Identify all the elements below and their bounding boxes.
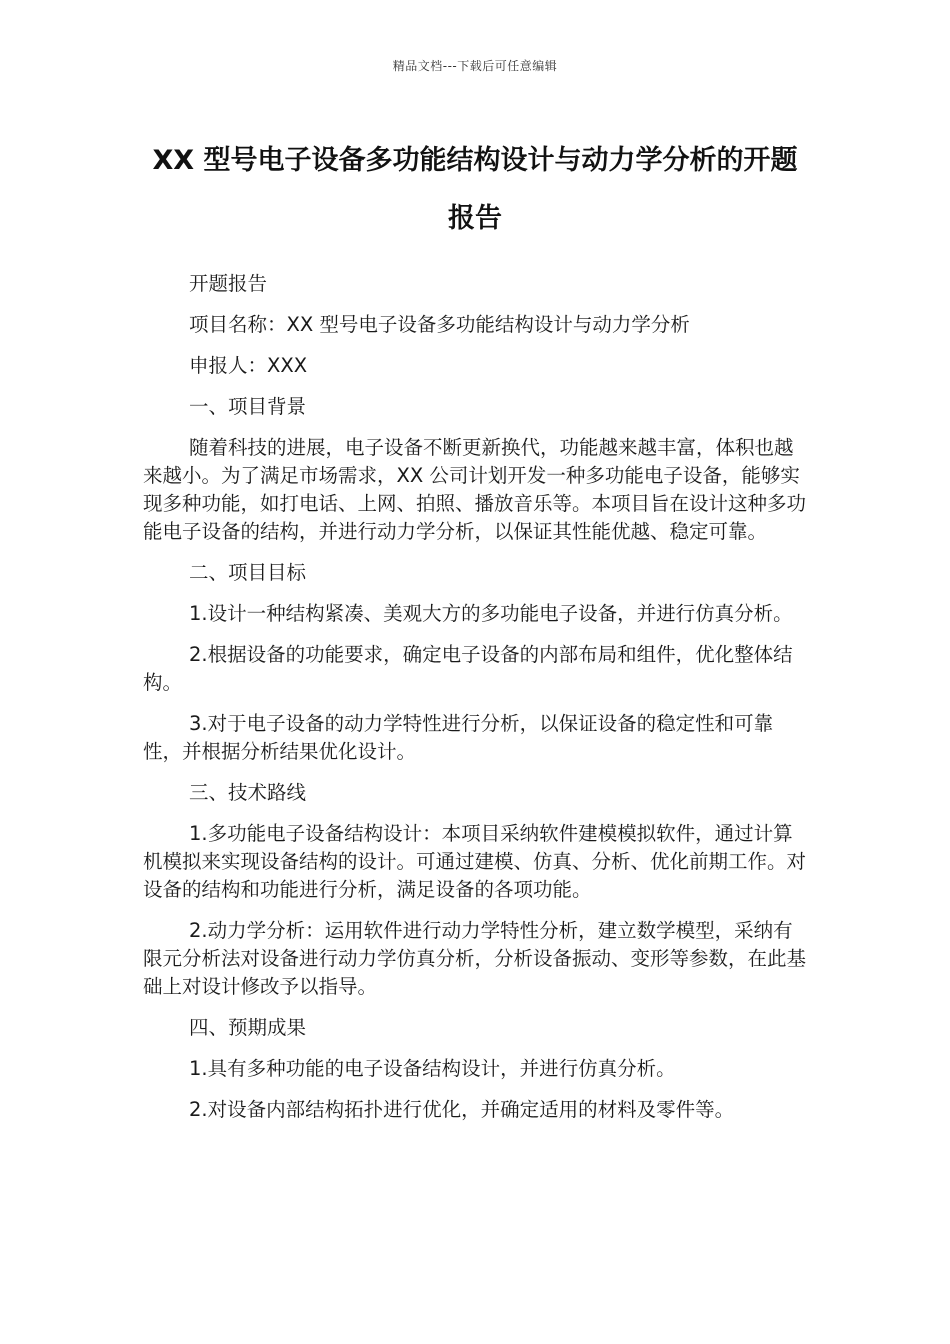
paragraph-result-2: 2.对设备内部结构拓扑进行优化，并确定适用的材料及零件等。 [189,1098,735,1121]
paragraph-result-1: 1.具有多种功能的电子设备结构设计，并进行仿真分析。 [189,1057,676,1080]
section-heading-expected-results: 四、预期成果 [189,1016,307,1039]
paragraph-goal-1: 1.设计一种结构紧凑、美观大方的多功能电子设备，并进行仿真分析。 [189,602,793,625]
section-heading-technical-route: 三、技术路线 [189,781,307,804]
paragraph-goal-3: 3.对于电子设备的动力学特性进行分析，以保证设备的稳定性和可靠性，并根据分析结果优化设计。 [143,712,774,763]
document-body [143,270,808,1137]
paragraph-goal-2: 2.根据设备的功能要求，确定电子设备的内部布局和组件，优化整体结构。 [143,643,793,694]
section-heading-background: 一、项目背景 [189,395,307,418]
document-title: XX 型号电子设备多功能结构设计与动力学分析的开题报告 [152,145,798,234]
paragraph-report-label: 开题报告 [189,272,268,295]
paragraph-route-1: 1.多功能电子设备结构设计：本项目采纳软件建模模拟软件，通过计算机模拟来实现设备结构的设计。可通过建模、仿真、分析、优化前期工作。对设备的结构和功能进行分析，满足设备的各项功能。 [143,822,807,901]
paragraph-applicant: 申报人：XXX [189,354,308,377]
paragraph-background: 随着科技的进展，电子设备不断更新换代，功能越来越丰富，体积也越来越小。为了满足市场需求，XX 公司计划开发一种多功能电子设备，能够实现多种功能，如打电话、上网、拍照、播放音乐等。本项目旨在设计这种多功能电子设备的结构，并进行动力学分析，以保证其性能优越、稳定可靠。 [143,436,807,543]
paragraph-project-name: 项目名称：XX 型号电子设备多功能结构设计与动力学分析 [189,313,690,336]
header-note: 精品文档---下载后可任意编辑 [392,59,558,73]
section-heading-goals: 二、项目目标 [189,561,307,584]
paragraph-route-2: 2.动力学分析：运用软件进行动力学特性分析，建立数学模型，采纳有限元分析法对设备进行动力学仿真分析，分析设备振动、变形等参数，在此基础上对设计修改予以指导。 [143,919,807,998]
